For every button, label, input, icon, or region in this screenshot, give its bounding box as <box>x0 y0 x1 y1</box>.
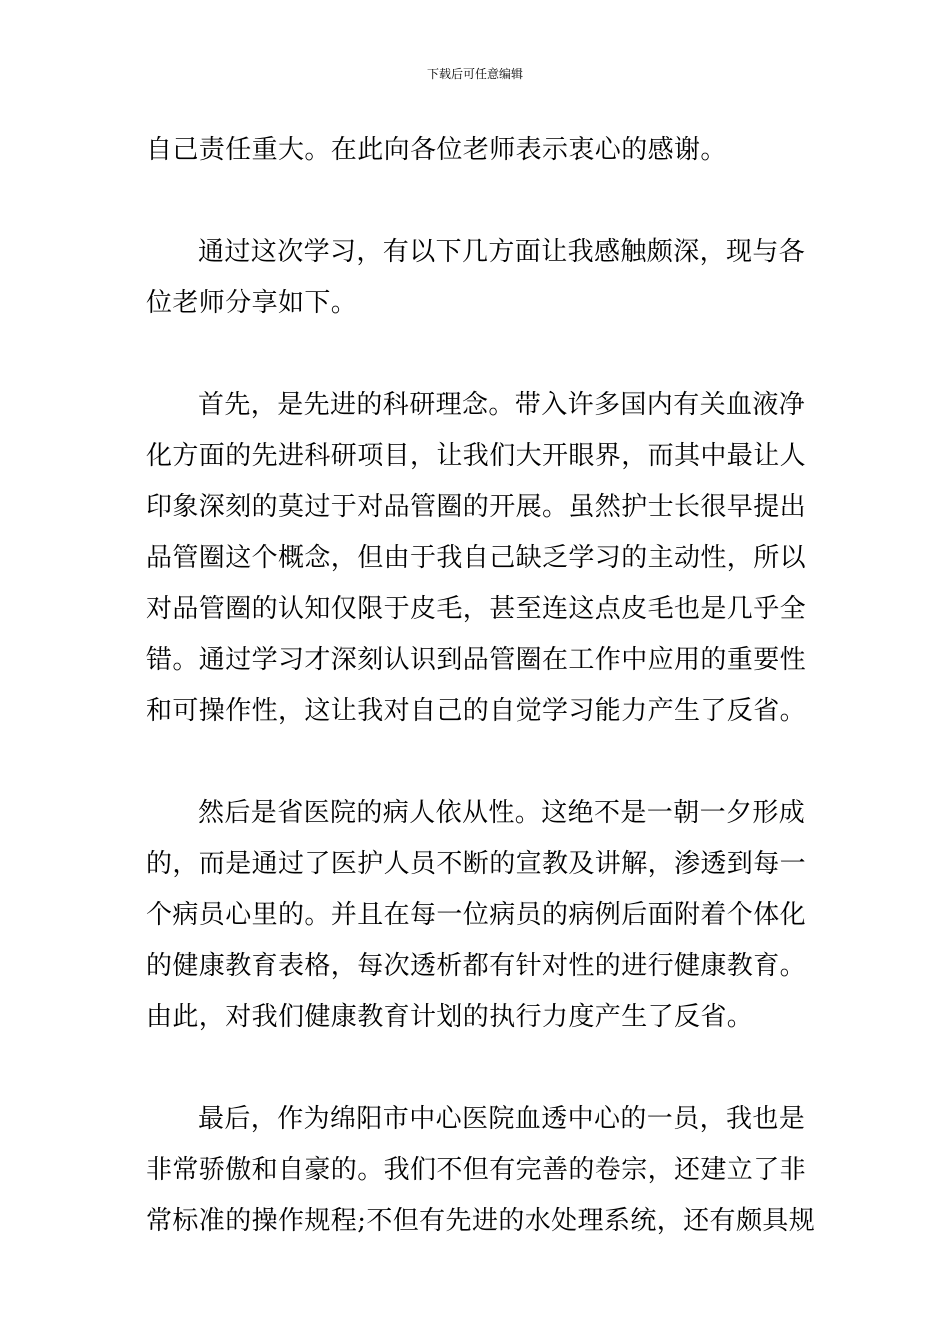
paragraph-first <box>146 380 810 737</box>
text-line: 对品管圈的认知仅限于皮毛，甚至连这点皮毛也是几乎全 <box>146 594 807 624</box>
paragraph-gap <box>146 737 810 788</box>
paragraph-finally <box>146 1094 816 1247</box>
text-line: 然后是省医院的病人依从性。这绝不是一朝一夕形成 <box>198 798 806 828</box>
text-line: 品管圈这个概念，但由于我自己缺乏学习的主动性，所以 <box>146 543 807 573</box>
text-line: 首先，是先进的科研理念。带入许多国内有关血液净 <box>198 390 806 420</box>
text-line: 常标准的操作规程;不但有先进的水处理系统，还有颇具规 <box>146 1206 816 1236</box>
paragraph-gap <box>146 329 810 380</box>
text-line: 位老师分享如下。 <box>146 288 358 318</box>
text-line: 非常骄傲和自豪的。我们不但有完善的卷宗，还建立了非 <box>146 1155 807 1185</box>
paragraph-gap <box>146 176 810 227</box>
text-line: 印象深刻的莫过于对品管圈的开展。虽然护士长很早提出 <box>146 492 807 522</box>
page-header: 下载后可任意编辑 <box>426 67 523 81</box>
paragraph-continuation <box>146 125 810 176</box>
text-line: 最后，作为绵阳市中心医院血透中心的一员，我也是 <box>198 1104 806 1134</box>
document-body <box>146 125 816 1247</box>
paragraph-then <box>146 788 810 1043</box>
paragraph-intro <box>146 227 810 329</box>
text-line: 的，而是通过了医护人员不断的宣教及讲解，渗透到每一 <box>146 849 807 879</box>
text-line: 自己责任重大。在此向各位老师表示衷心的感谢。 <box>146 135 727 165</box>
paragraph-gap <box>146 1043 810 1094</box>
text-line: 通过这次学习，有以下几方面让我感触颇深，现与各 <box>198 237 806 267</box>
text-line: 和可操作性，这让我对自己的自觉学习能力产生了反省。 <box>146 696 807 726</box>
text-line: 错。通过学习才深刻认识到品管圈在工作中应用的重要性 <box>146 645 807 675</box>
text-line: 由此，对我们健康教育计划的执行力度产生了反省。 <box>146 1002 754 1032</box>
text-line: 化方面的先进科研项目，让我们大开眼界，而其中最让人 <box>146 441 807 471</box>
text-line: 个病员心里的。并且在每一位病员的病例后面附着个体化 <box>146 900 807 930</box>
text-line: 的健康教育表格，每次透析都有针对性的进行健康教育。 <box>146 951 807 981</box>
